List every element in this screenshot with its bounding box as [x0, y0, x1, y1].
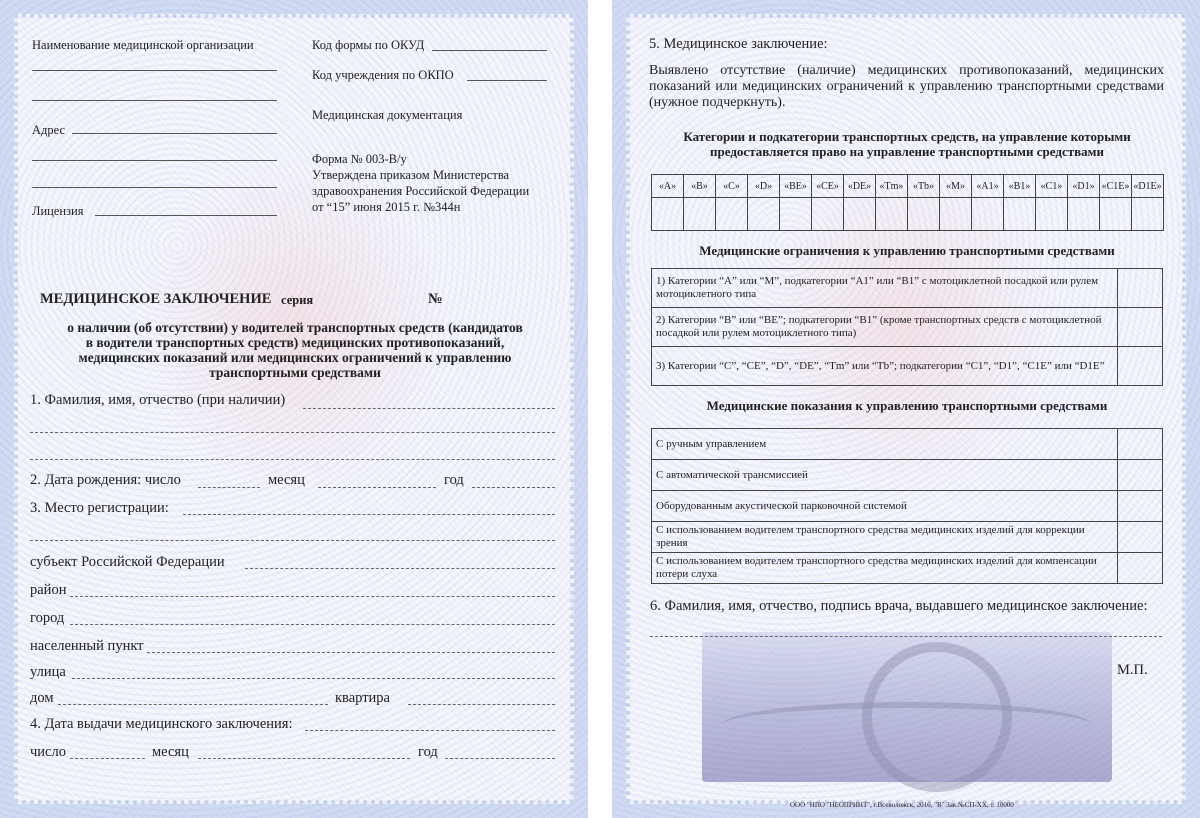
categories-title-line-2: предоставляется право на управление транспортными средствами — [710, 144, 1104, 159]
registration-field[interactable] — [183, 514, 555, 515]
restriction-mark-cell[interactable] — [1118, 308, 1163, 347]
settlement-field[interactable] — [147, 652, 555, 653]
category-entry-cell[interactable] — [748, 198, 780, 231]
address-label: Адрес — [32, 123, 66, 137]
city-label: город — [30, 610, 65, 626]
indication-mark-cell[interactable] — [1118, 460, 1163, 491]
category-cell: «CE» — [812, 175, 844, 198]
category-entry-cell[interactable] — [972, 198, 1004, 231]
indication-text: С использованием водителем транспортного средства медицинских изделий для коррекции зрения — [652, 522, 1118, 553]
category-entry-cell[interactable] — [1068, 198, 1100, 231]
license-line[interactable] — [95, 215, 277, 216]
subject-label: субъект Российской Федерации — [30, 554, 225, 570]
restriction-mark-cell[interactable] — [1118, 347, 1163, 386]
category-entry-cell[interactable] — [1036, 198, 1068, 231]
categories-title — [642, 129, 1172, 159]
indication-mark-cell[interactable] — [1118, 429, 1163, 460]
restriction-mark-cell[interactable] — [1118, 269, 1163, 308]
issue-year-label: год — [418, 744, 438, 760]
address-line-3[interactable] — [32, 187, 277, 188]
district-field[interactable] — [70, 596, 555, 597]
issue-year-field[interactable] — [445, 758, 555, 759]
indication-text: С использованием водителем транспортного средства медицинских изделий для компенсации потери слуха — [652, 553, 1118, 584]
car-interior-image — [702, 632, 1112, 782]
okpo-line[interactable] — [467, 80, 547, 81]
org-name-line-2[interactable] — [32, 100, 277, 101]
category-cell: «Tb» — [908, 175, 940, 198]
full-name-line-2[interactable] — [30, 432, 555, 433]
doctor-label: 6. Фамилия, имя, отчество, подпись врача, выдавшего медицинское заключение: — [650, 598, 1148, 614]
street-field[interactable] — [72, 678, 555, 679]
category-cell: «DE» — [844, 175, 876, 198]
subtitle-line-2: в водители транспортных средств) медицинских противопоказаний, — [85, 335, 505, 350]
stamp-label: М.П. — [1117, 662, 1148, 678]
right-page — [612, 0, 1200, 818]
approved-line-2: здравоохранения Российской Федерации — [312, 184, 530, 198]
category-cell: «B1» — [1004, 175, 1036, 198]
indication-text: Оборудованным акустической парковочной системой — [652, 491, 1118, 522]
category-entry-cell[interactable] — [684, 198, 716, 231]
apartment-field[interactable] — [408, 704, 555, 705]
category-entry-cell[interactable] — [652, 198, 684, 231]
category-entry-cell[interactable] — [812, 198, 844, 231]
okpo-label: Код учреждения по ОКПО — [312, 68, 454, 82]
street-label: улица — [30, 664, 66, 680]
category-cell: «C1E» — [1100, 175, 1132, 198]
category-entry-cell[interactable] — [876, 198, 908, 231]
document-subtitle — [30, 320, 560, 380]
indication-row — [652, 460, 1163, 491]
full-name-line-3[interactable] — [30, 459, 555, 460]
subtitle-line-1: о наличии (об отсутствии) у водителей транспортных средств (кандидатов — [67, 320, 523, 335]
category-cell: «D1E» — [1132, 175, 1164, 198]
med-doc-label: Медицинская документация — [312, 108, 463, 122]
approved-line-3: от “15” июня 2015 г. №344н — [312, 200, 461, 214]
category-entry-cell[interactable] — [1004, 198, 1036, 231]
category-cell: «A1» — [972, 175, 1004, 198]
org-name-line-1[interactable] — [32, 70, 277, 71]
category-cell: «Tm» — [876, 175, 908, 198]
restriction-text: 3) Категории “C”, “CE”, “D”, “DE”, “Tm” или “Tb”; подкатегории “C1”, “D1”, “C1E” или “D1E” — [652, 347, 1118, 386]
categories-title-line-1: Категории и подкатегории транспортных средств, на управление которыми — [683, 129, 1131, 144]
issue-date-label: 4. Дата выдачи медицинского заключения: — [30, 716, 293, 732]
restriction-text: 1) Категории “A” или “M”, подкатегории “A1” или “B1” с мотоциклетной посадкой или рулем мотоциклетного типа — [652, 269, 1118, 308]
left-page — [0, 0, 588, 818]
doctor-signature-field[interactable] — [650, 636, 1162, 637]
printer-imprint: ООО "НПО "НЕОПРИНТ", г.Всеволожск, 2016, "В" Зак.№СП-ХХ, т. 10000 — [790, 801, 1014, 809]
category-cell: «A» — [652, 175, 684, 198]
approved-line-1: Утверждена приказом Министерства — [312, 168, 510, 182]
categories-entry-row — [652, 198, 1164, 231]
house-field[interactable] — [58, 704, 328, 705]
restriction-row — [652, 347, 1163, 386]
indication-mark-cell[interactable] — [1118, 522, 1163, 553]
indication-row — [652, 553, 1163, 584]
indication-row — [652, 522, 1163, 553]
okud-line[interactable] — [432, 50, 547, 51]
district-label: район — [30, 582, 67, 598]
birth-year-field[interactable] — [472, 487, 555, 488]
category-cell: «BE» — [780, 175, 812, 198]
category-entry-cell[interactable] — [908, 198, 940, 231]
house-label: дом — [30, 690, 54, 706]
category-cell: «B» — [684, 175, 716, 198]
form-number: Форма № 003-В/у — [312, 152, 407, 166]
indication-mark-cell[interactable] — [1118, 491, 1163, 522]
issue-day-field[interactable] — [70, 758, 145, 759]
category-cell: «D» — [748, 175, 780, 198]
category-cell: «D1» — [1068, 175, 1100, 198]
restrictions-table — [651, 268, 1163, 386]
indications-table — [651, 428, 1163, 584]
document-title: МЕДИЦИНСКОЕ ЗАКЛЮЧЕНИЕ — [40, 291, 272, 307]
birth-date-label: 2. Дата рождения: число — [30, 472, 181, 488]
issue-date-field[interactable] — [305, 730, 555, 731]
category-entry-cell[interactable] — [844, 198, 876, 231]
category-entry-cell[interactable] — [940, 198, 972, 231]
full-name-field[interactable] — [303, 408, 555, 409]
category-cell: «M» — [940, 175, 972, 198]
issue-month-field[interactable] — [198, 758, 410, 759]
indication-row — [652, 429, 1163, 460]
categories-table — [651, 174, 1164, 231]
settlement-label: населенный пункт — [30, 638, 144, 654]
issue-day-label: число — [30, 744, 66, 760]
indications-title: Медицинские показания к управлению транспортными средствами — [706, 398, 1108, 413]
birth-year-label: год — [444, 472, 464, 488]
restriction-row — [652, 269, 1163, 308]
license-label: Лицензия — [32, 204, 84, 218]
registration-line-2[interactable] — [30, 540, 555, 541]
category-entry-cell[interactable] — [780, 198, 812, 231]
birth-month-field[interactable] — [318, 487, 436, 488]
restrictions-title: Медицинские ограничения к управлению транспортными средствами — [699, 243, 1115, 258]
registration-label: 3. Место регистрации: — [30, 500, 169, 516]
subject-field[interactable] — [245, 568, 555, 569]
city-field[interactable] — [70, 624, 555, 625]
indication-text: С ручным управлением — [652, 429, 1118, 460]
categories-header-row — [652, 175, 1164, 198]
okud-label: Код формы по ОКУД — [312, 38, 425, 52]
number-label: № — [428, 291, 443, 307]
address-line-2[interactable] — [32, 160, 277, 161]
conclusion-text: Выявлено отсутствие (наличие) медицинских противопоказаний, медицинских показаний или медицинских ограничений к управлению транспортными средствами (нужное подчеркнуть). — [649, 63, 1164, 110]
org-name-label: Наименование медицинской организации — [32, 38, 254, 52]
indication-row — [652, 491, 1163, 522]
address-line-1[interactable] — [72, 133, 277, 134]
category-entry-cell[interactable] — [716, 198, 748, 231]
category-entry-cell[interactable] — [1132, 198, 1164, 231]
series-label: серия — [281, 293, 314, 307]
birth-day-field[interactable] — [198, 487, 260, 488]
subtitle-line-4: транспортными средствами — [209, 365, 381, 380]
subtitle-line-3: медицинских показаний или медицинских ограничений к управлению — [78, 350, 512, 365]
restriction-row — [652, 308, 1163, 347]
restriction-text: 2) Категории “B” или “BE”; подкатегории “B1” (кроме транспортных средств с мотоциклетной посадкой или рулем мотоциклетного типа) — [652, 308, 1118, 347]
category-entry-cell[interactable] — [1100, 198, 1132, 231]
indication-text: С автоматической трансмиссией — [652, 460, 1118, 491]
issue-month-label: месяц — [152, 744, 189, 760]
category-cell: «C» — [716, 175, 748, 198]
conclusion-label: 5. Медицинское заключение: — [649, 36, 828, 52]
indication-mark-cell[interactable] — [1118, 553, 1163, 584]
category-cell: «C1» — [1036, 175, 1068, 198]
apartment-label: квартира — [335, 690, 390, 706]
birth-month-label: месяц — [268, 472, 305, 488]
full-name-label: 1. Фамилия, имя, отчество (при наличии) — [30, 392, 286, 408]
